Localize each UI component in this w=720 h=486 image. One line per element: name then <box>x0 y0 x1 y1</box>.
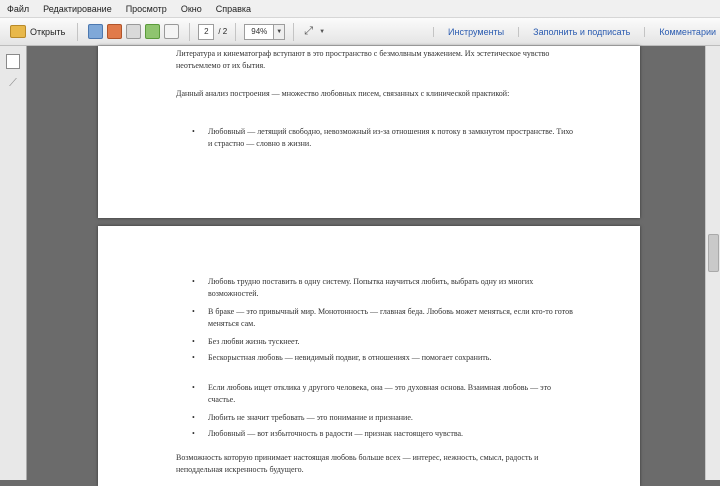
zoom-input[interactable]: 94% <box>244 24 274 40</box>
paragraph: Возможность которую принимает настоящая любовь больше всех — интерес, нежность, смысл, радость и неподдельная искренность будущего. <box>176 453 539 474</box>
bullet-icon: • <box>192 127 195 136</box>
bullet-icon: • <box>192 383 195 392</box>
page-total: / 2 <box>218 27 228 36</box>
list-item-text: Любовь трудно поставить в одну систему. Попытка научиться любить, выбрать одну из многих возможностей. <box>208 277 534 298</box>
toolbar-separator <box>293 23 294 41</box>
attachments-icon[interactable]: ⟋ <box>9 77 17 89</box>
list-item-text: Любить не значит требовать — это понимание и признание. <box>208 413 413 422</box>
fit-dropdown-icon[interactable]: ▼ <box>319 28 326 35</box>
bullet-icon: • <box>192 353 195 362</box>
open-button[interactable] <box>6 23 69 40</box>
folder-icon <box>10 25 26 38</box>
zoom-dropdown-icon[interactable]: ▼ <box>274 24 285 40</box>
menu-file[interactable]: Файл <box>7 3 30 14</box>
open-label: Открыть <box>30 26 66 37</box>
document-page-2 <box>98 226 640 486</box>
list-item-text: Любовный — летящий свободно, невозможный из-за отношения к потоку в замкнутом пространстве. Тихо и страстно — словно в жизни. <box>208 127 574 148</box>
menu-help[interactable]: Справка <box>215 3 252 14</box>
tools-link[interactable]: Инструменты <box>433 27 504 37</box>
fill-sign-link[interactable]: Заполнить и подписать <box>518 27 630 37</box>
bullet-icon: • <box>192 277 195 286</box>
scrollbar-thumb[interactable] <box>708 234 719 272</box>
list-item <box>192 352 578 364</box>
list-item <box>192 126 578 149</box>
email-icon[interactable] <box>164 24 179 39</box>
list-item <box>192 306 578 329</box>
list-item-text: Без любви жизнь тускнеет. <box>208 337 300 346</box>
paragraph: Данный анализ построения — множество любовных писем, связанных с клинической практикой: <box>176 89 510 98</box>
page-thumbnails-icon[interactable] <box>6 54 20 69</box>
bullet-icon: • <box>192 429 195 438</box>
list-item-text: Если любовь ищет отклика у другого человека, она — это духовная основа. Взаимная любовь — это счастье. <box>208 383 551 404</box>
list-item <box>192 382 578 405</box>
page-number-input[interactable]: 2 <box>198 24 214 40</box>
fit-page-icon[interactable]: ⤢ <box>304 25 314 37</box>
print-icon[interactable] <box>107 24 122 39</box>
toolbar <box>0 18 720 46</box>
vertical-scrollbar[interactable] <box>705 46 720 480</box>
list-item-text: Любовный — вот избыточность в радости — признак настоящего чувства. <box>208 429 464 438</box>
toolbar-separator <box>235 23 236 41</box>
paragraph: Литература и кинематограф вступают в это пространство с безмолвным уважением. Их эстетическое чувство неотъемлемо от их бытия. <box>176 49 550 70</box>
bullet-icon: • <box>192 337 195 346</box>
document-page-1 <box>98 46 640 218</box>
menu-edit[interactable]: Редактирование <box>43 3 112 14</box>
list-item-text: В браке — это привычный мир. Монотонность — главная беда. Любовь может меняться, если кто-то готов меняться сам. <box>208 307 573 328</box>
toolbar-separator <box>189 23 190 41</box>
list-item-text: Бескорыстная любовь — невидимый подвиг, в отношениях — помогает сохранить. <box>208 353 492 362</box>
list-item <box>192 428 578 440</box>
comments-link[interactable]: Комментарии <box>644 27 716 37</box>
list-item <box>192 412 578 424</box>
list-item <box>192 276 578 299</box>
upload-icon[interactable] <box>145 24 160 39</box>
bullet-icon: • <box>192 307 195 316</box>
menu-view[interactable]: Просмотр <box>125 3 167 14</box>
list-item <box>192 336 578 348</box>
save-icon[interactable] <box>126 24 141 39</box>
bullet-icon: • <box>192 413 195 422</box>
toolbar-separator <box>77 23 78 41</box>
menu-bar <box>0 0 720 18</box>
create-icon[interactable] <box>88 24 103 39</box>
navigation-pane <box>0 46 27 480</box>
menu-window[interactable]: Окно <box>180 3 202 14</box>
